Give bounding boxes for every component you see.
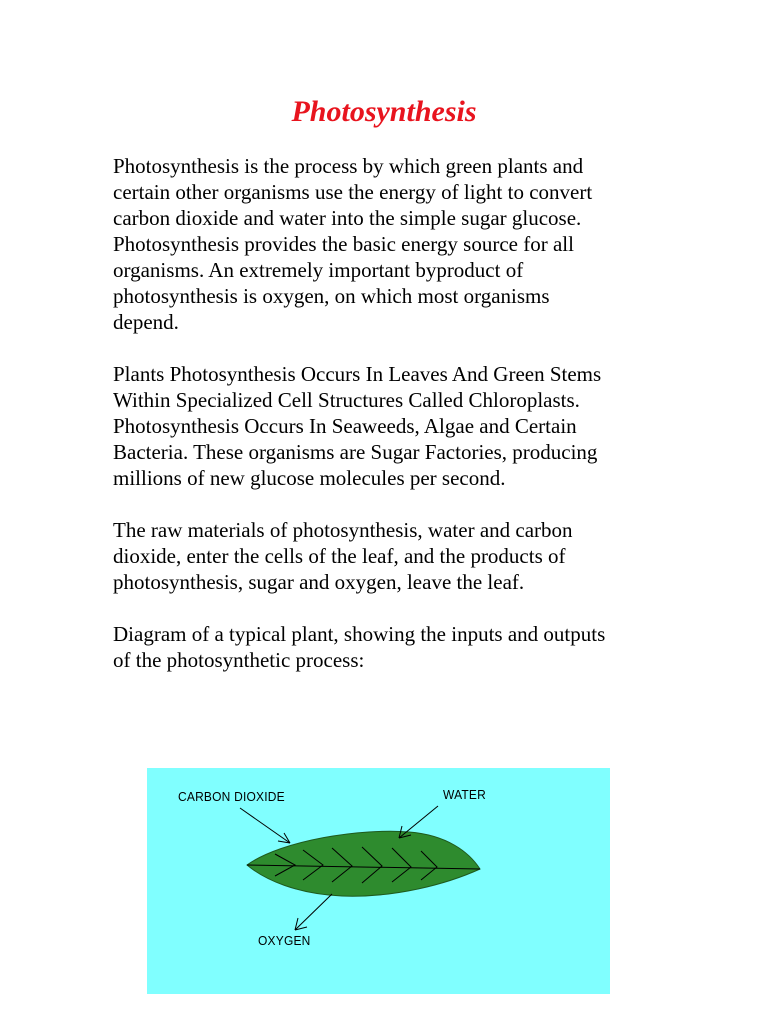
carbon-dioxide-arrow [240,808,290,843]
oxygen-label: OXYGEN [258,933,311,949]
text-line: Photosynthesis provides the basic energy source for all [113,232,574,256]
body-text [113,153,673,699]
text-line: Plants Photosynthesis Occurs In Leaves And Green Stems [113,362,602,386]
text-line: photosynthesis, sugar and oxygen, leave the leaf. [113,570,525,594]
text-line: depend. [113,310,179,334]
leaf-shape [247,831,480,896]
text-line: Photosynthesis is the process by which green plants and [113,154,584,178]
text-line: carbon dioxide and water into the simple sugar glucose. [113,206,582,230]
leaf-diagram [147,768,610,994]
text-line: Photosynthesis Occurs In Seaweeds, Algae and Certain [113,414,577,438]
text-line: millions of new glucose molecules per second. [113,466,506,490]
text-line: The raw materials of photosynthesis, water and carbon [113,518,573,542]
text-line: Diagram of a typical plant, showing the inputs and outputs [113,622,606,646]
text-line: of the photosynthetic process: [113,648,365,672]
paragraph-raw-materials [113,517,673,595]
paragraph-diagram-caption [113,621,673,673]
paragraph-where-it-occurs [113,361,673,491]
page-title: Photosynthesis [291,95,477,128]
text-line: Bacteria. These organisms are Sugar Factories, producing [113,440,598,464]
paragraph-definition [113,153,673,335]
oxygen-arrow [295,894,332,930]
text-line: certain other organisms use the energy of light to convert [113,180,593,204]
carbon-dioxide-label: CARBON DIOXIDE [178,789,285,805]
text-line: dioxide, enter the cells of the leaf, and the products of [113,544,566,568]
text-line: Within Specialized Cell Structures Called Chloroplasts. [113,388,580,412]
text-line: organisms. An extremely important byproduct of [113,258,524,282]
water-label: WATER [443,787,486,803]
text-line: photosynthesis is oxygen, on which most organisms [113,284,550,308]
